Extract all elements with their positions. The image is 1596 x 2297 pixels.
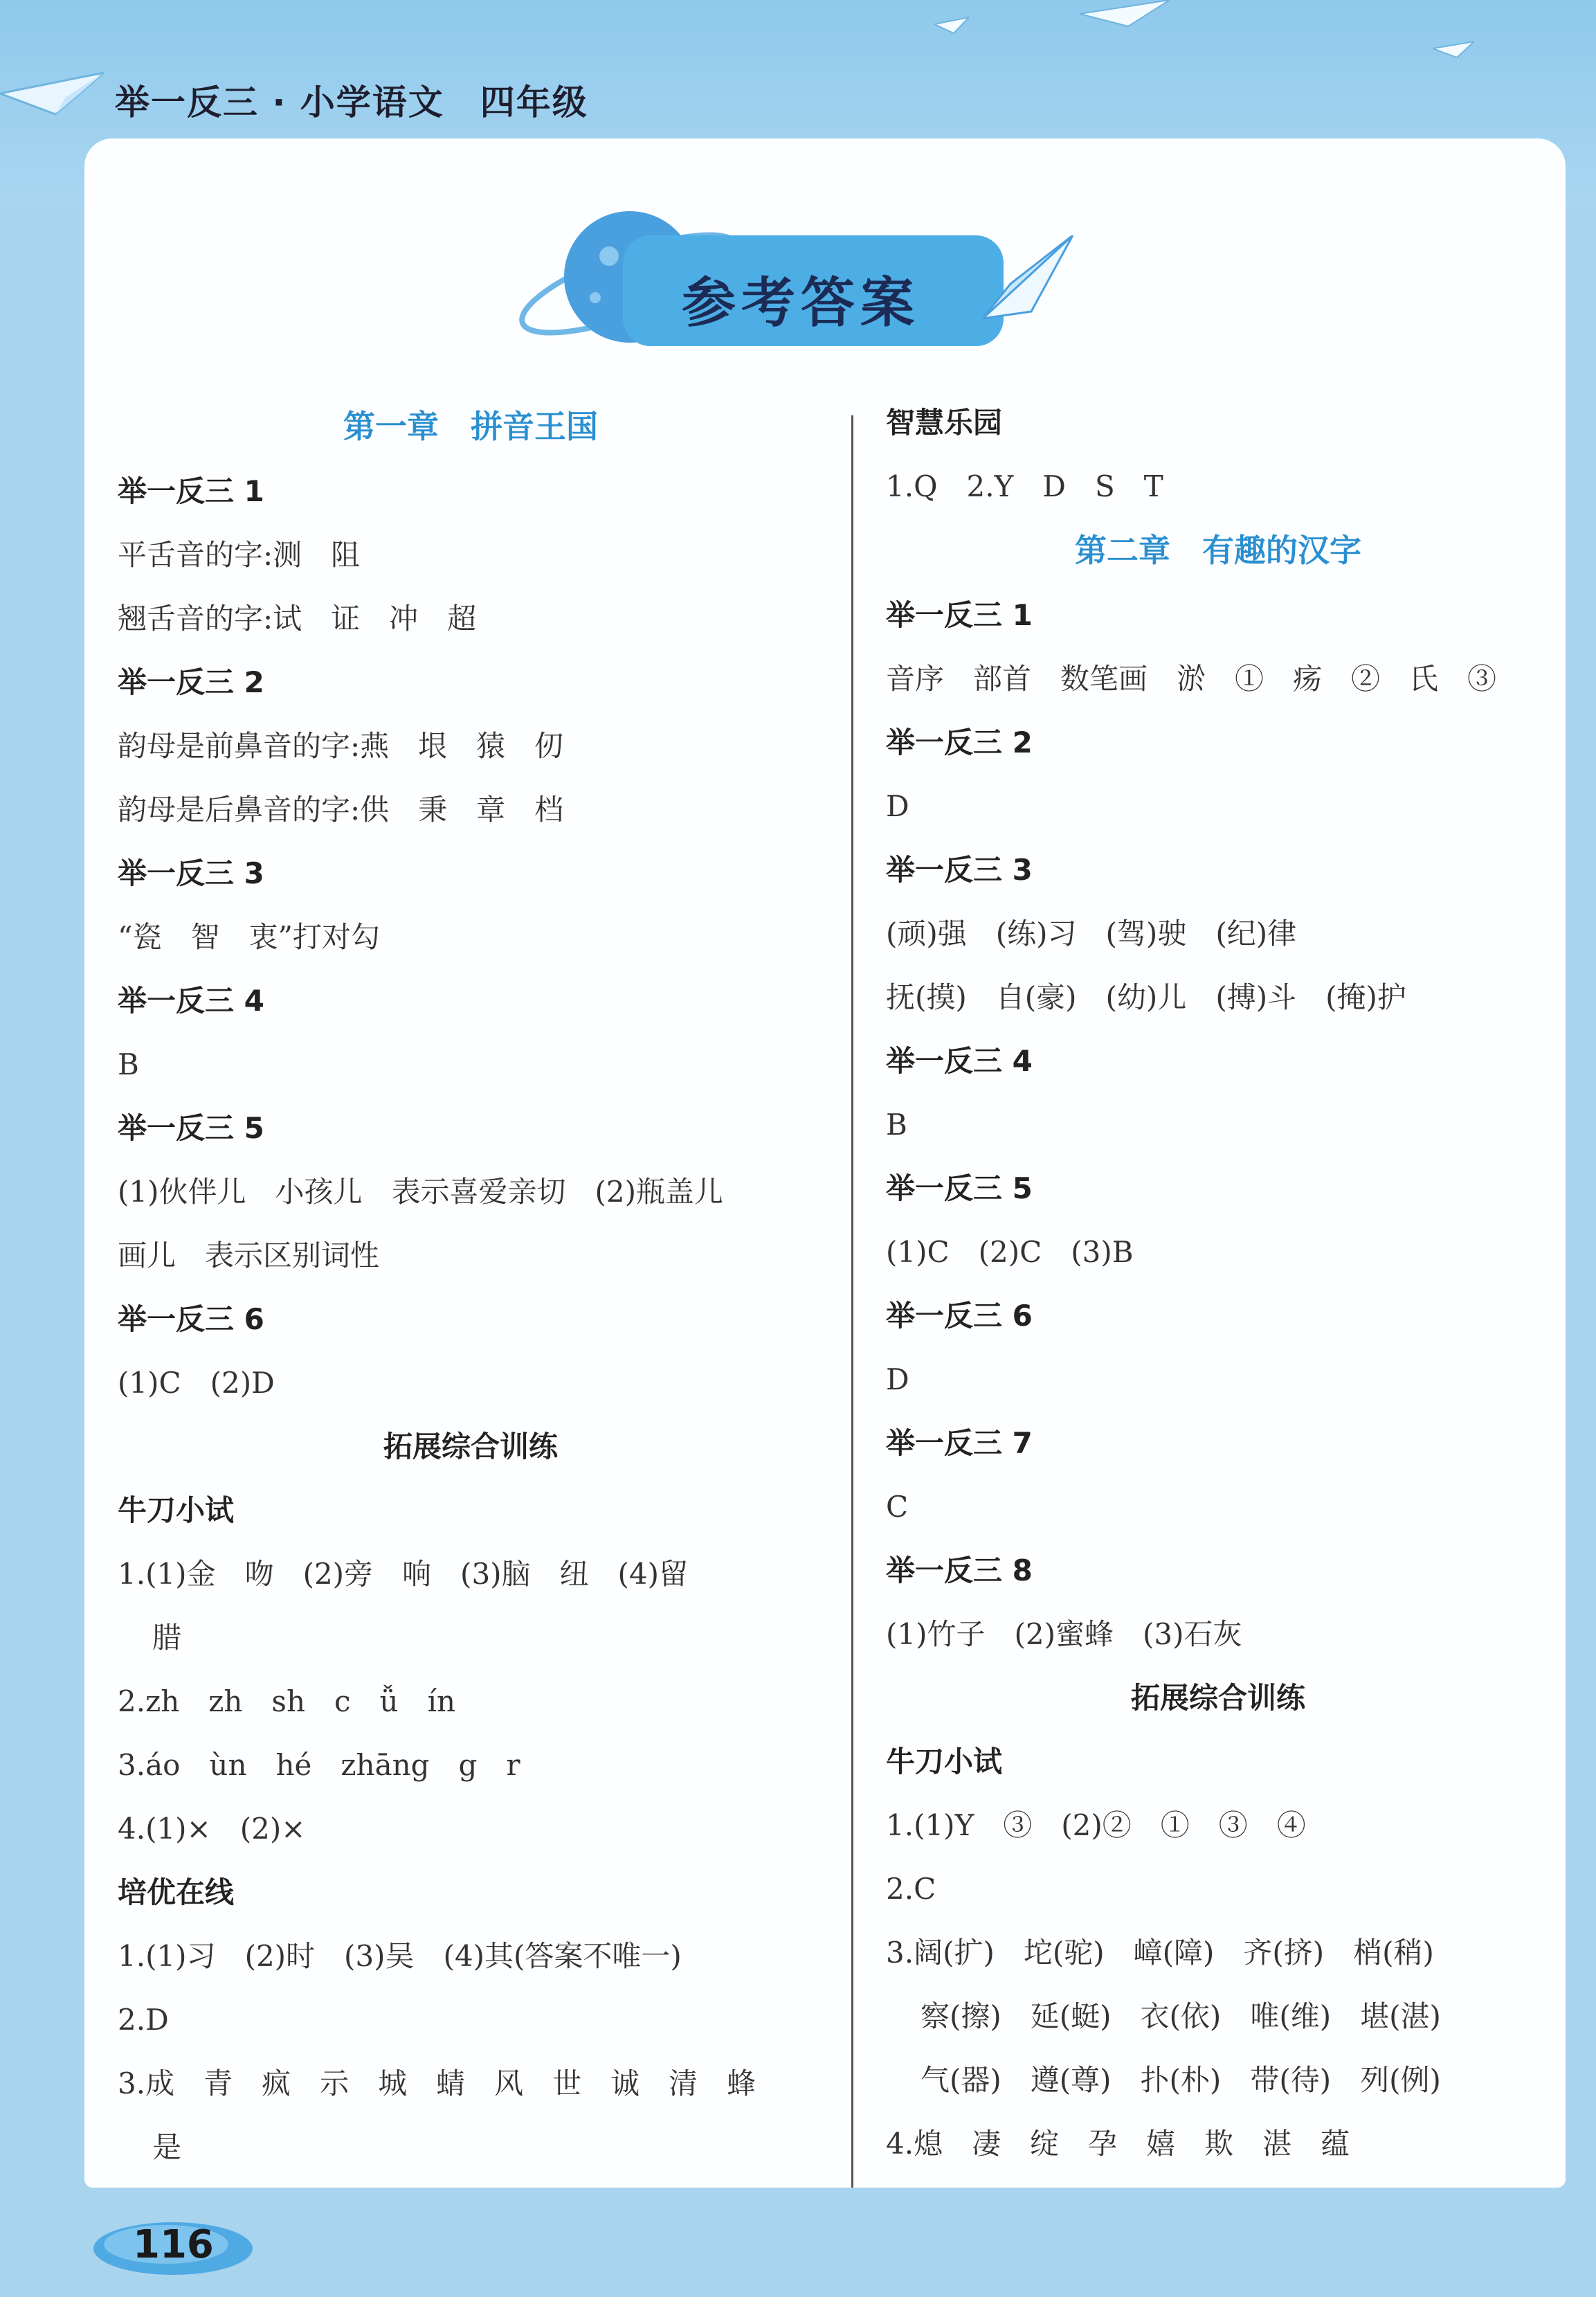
- section-heading: 举一反三 1: [886, 598, 1033, 632]
- section-heading: 牛刀小试: [118, 1493, 235, 1527]
- section-heading: 拓展综合训练: [383, 1430, 558, 1463]
- section-heading: 举一反三 2: [886, 726, 1033, 759]
- chapter-heading: 第一章 拼音王国: [343, 408, 598, 445]
- section-heading: 智慧乐园: [886, 406, 1003, 440]
- section-heading: 培优在线: [118, 1875, 235, 1909]
- answer-line: 3.阔(扩) 坨(驼) 嶂(障) 齐(挤) 梢(稍): [886, 1936, 1434, 1970]
- section-heading: 举一反三 3: [118, 856, 264, 890]
- answer-line: 翘舌音的字:试 证 冲 超: [118, 602, 477, 636]
- chapter-heading: 第二章 有趣的汉字: [1075, 532, 1361, 569]
- answer-line: 1.(1)金 吻 (2)旁 响 (3)脑 纽 (4)留: [118, 1557, 689, 1591]
- answer-line: D: [886, 1362, 909, 1396]
- answer-line: 4.熄 凄 绽 孕 嬉 欺 湛 蕴: [886, 2127, 1350, 2161]
- answer-line: C: [886, 1490, 909, 1524]
- answer-line: 韵母是前鼻音的字:燕 垠 猿 仞: [118, 729, 564, 763]
- section-heading: 拓展综合训练: [1130, 1681, 1305, 1715]
- section-heading: 举一反三 2: [118, 665, 264, 699]
- section-heading: 牛刀小试: [886, 1745, 1003, 1778]
- answer-banner: [512, 194, 1135, 374]
- answer-line: 韵母是后鼻音的字:供 秉 章 档: [118, 793, 564, 827]
- answer-line-continuation: 气(器) 遵(尊) 扑(朴) 带(待) 列(例): [921, 2063, 1441, 2097]
- answer-line: (1)C (2)C (3)B: [886, 1235, 1134, 1269]
- answer-line: 画儿 表示区别词性: [118, 1238, 380, 1272]
- answer-line: “瓷 智 衷”打对勾: [118, 920, 380, 954]
- paper-plane-icon: [0, 66, 104, 121]
- banner-title: 参考答案: [682, 272, 921, 334]
- paper-plane-icon: [1080, 0, 1170, 28]
- section-heading: 举一反三 5: [886, 1171, 1033, 1205]
- answer-line: (1)竹子 (2)蜜蜂 (3)石灰: [886, 1617, 1242, 1651]
- paper-plane-icon: [983, 235, 1080, 325]
- answer-line: (顽)强 (练)习 (驾)驶 (纪)律: [886, 917, 1297, 951]
- answer-line: 1.Q 2.Y D S T: [886, 469, 1163, 503]
- section-heading: 举一反三 6: [886, 1299, 1033, 1333]
- answer-line: 2.zh zh sh c ǚ ín: [118, 1684, 456, 1718]
- answer-line: 3.áo ùn hé zhāng g r: [118, 1748, 520, 1782]
- answer-line: 抚(摸) 自(豪) (幼)儿 (搏)斗 (掩)护: [886, 980, 1406, 1014]
- answer-line: B: [886, 1108, 907, 1142]
- section-heading: 举一反三 3: [886, 853, 1033, 887]
- paper-plane-icon: [1433, 38, 1474, 59]
- answer-line: 2.C: [886, 1872, 936, 1906]
- section-heading: 举一反三 8: [886, 1553, 1033, 1587]
- book-header-title: 举一反三 · 小学语文 四年级: [115, 82, 588, 123]
- section-heading: 举一反三 4: [886, 1044, 1033, 1078]
- answer-line: 4.(1)× (2)×: [118, 1812, 306, 1846]
- answer-line: (1)伙伴儿 小孩儿 表示喜爱亲切 (2)瓶盖儿: [118, 1175, 723, 1209]
- answer-line: 1.(1)习 (2)时 (3)吴 (4)其(答案不唯一): [118, 1939, 682, 1973]
- answer-line: (1)C (2)D: [118, 1366, 275, 1400]
- section-heading: 举一反三 5: [118, 1111, 264, 1145]
- answer-line: 平舌音的字:测 阻: [118, 538, 361, 572]
- section-heading: 举一反三 1: [118, 474, 264, 508]
- page-number: 116: [133, 2222, 214, 2267]
- right-answer-column: [886, 405, 1550, 2190]
- paper-plane-icon: [934, 14, 969, 35]
- page-number-badge: [90, 2208, 270, 2285]
- answer-line: 1.(1)Y ③ (2)② ① ③ ④: [886, 1808, 1306, 1842]
- section-heading: 举一反三 7: [886, 1426, 1033, 1460]
- column-divider: [851, 415, 853, 2188]
- section-heading: 举一反三 6: [118, 1302, 264, 1336]
- answer-line-continuation: 是: [152, 2130, 182, 2164]
- answer-line: D: [886, 789, 909, 823]
- answer-line-continuation: 腊: [152, 1621, 182, 1655]
- left-answer-column: [118, 408, 824, 2193]
- answer-line: 2.D: [118, 2003, 169, 2037]
- section-heading: 举一反三 4: [118, 984, 264, 1018]
- answer-line: 3.成 青 疯 示 城 蜻 风 世 诚 清 蜂: [118, 2066, 756, 2100]
- answer-line: 音序 部首 数笔画 淤 ① 疡 ② 氏 ③: [886, 662, 1497, 696]
- answer-line: B: [118, 1047, 139, 1081]
- answer-line-continuation: 察(擦) 延(蜓) 衣(依) 唯(维) 堪(湛): [921, 1999, 1441, 2033]
